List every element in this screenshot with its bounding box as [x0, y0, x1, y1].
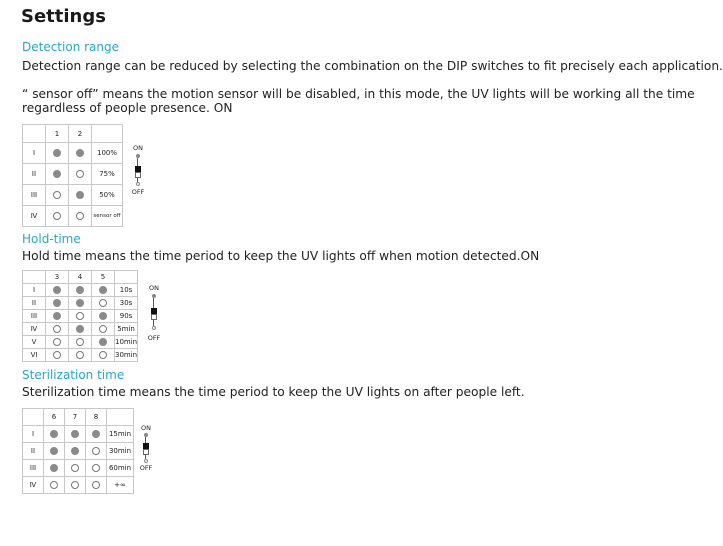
sterilization-dip-table: [22, 408, 134, 494]
table-row: [23, 297, 138, 310]
switch-on-dot-icon: [53, 170, 61, 178]
switch-state-cell: [69, 336, 92, 349]
switch-state-cell: [46, 143, 69, 164]
table-row: [23, 206, 123, 227]
row-label: I: [23, 143, 46, 164]
switch-number-header: 2: [69, 125, 92, 143]
switch-on-dot-icon: [99, 338, 107, 346]
detection-switch: [127, 144, 149, 196]
page-title: Settings: [21, 6, 106, 27]
switch-state-cell: [69, 349, 92, 362]
switch-on-dot-icon: [50, 464, 58, 472]
value-header-cell: [92, 125, 123, 143]
switch-state-cell: [86, 460, 107, 477]
switch-on-dot-icon: [99, 312, 107, 320]
switch-state-cell: [46, 284, 69, 297]
switch-on-dot-icon: [76, 149, 84, 157]
row-label: Ⅳ: [23, 206, 46, 227]
setting-value: 5min: [115, 323, 138, 336]
switch-number-header: 3: [46, 271, 69, 284]
row-label: II: [23, 443, 44, 460]
switch-number-header: 4: [69, 271, 92, 284]
switch-on-dot-icon: [53, 299, 61, 307]
row-label: III: [23, 185, 46, 206]
switch-on-dot-icon: [53, 149, 61, 157]
table-row: [23, 164, 123, 185]
switch-state-cell: [69, 284, 92, 297]
sterilization-heading: Sterilization time: [22, 368, 125, 382]
switch-off-dot-icon: [71, 464, 79, 472]
table-corner-cell: [23, 409, 44, 426]
switch-number-header: 7: [65, 409, 86, 426]
switch-state-cell: [44, 443, 65, 460]
switch-off-dot-icon: [92, 447, 100, 455]
switch-state-cell: [44, 426, 65, 443]
table-row: [23, 323, 138, 336]
switch-off-dot-icon: [76, 212, 84, 220]
row-label: II: [23, 297, 46, 310]
switch-state-cell: [65, 477, 86, 494]
setting-value: 30min: [115, 349, 138, 362]
switch-on-dot-icon: [53, 312, 61, 320]
switch-state-cell: [92, 349, 115, 362]
setting-value: 10min: [115, 336, 138, 349]
switch-state-cell: [92, 297, 115, 310]
hold-switch: [143, 284, 165, 342]
switch-off-dot-icon: [99, 299, 107, 307]
value-header-cell: [107, 409, 134, 426]
switch-number-header: 8: [86, 409, 107, 426]
switch-off-dot-icon: [76, 351, 84, 359]
row-label: Ⅳ: [23, 477, 44, 494]
table-row: [23, 284, 138, 297]
dip-switch-icon: [135, 432, 157, 464]
switch-off-dot-icon: [92, 481, 100, 489]
switch-state-cell: [46, 185, 69, 206]
row-label: III: [23, 310, 46, 323]
row-label: III: [23, 460, 44, 477]
switch-off-dot-icon: [76, 170, 84, 178]
setting-value: 100%: [92, 143, 123, 164]
switch-state-cell: [65, 426, 86, 443]
switch-on-dot-icon: [76, 299, 84, 307]
switch-state-cell: [69, 143, 92, 164]
hold-dip-table: [22, 270, 138, 362]
switch-off-label: OFF: [131, 188, 145, 196]
switch-off-label: OFF: [147, 334, 161, 342]
switch-state-cell: [86, 426, 107, 443]
switch-off-label: OFF: [139, 464, 153, 472]
setting-value: 50%: [92, 185, 123, 206]
setting-value: 15min: [107, 426, 134, 443]
sterilization-desc: Sterilization time means the time period to keep the UV lights on after people left.: [22, 385, 525, 399]
row-label: II: [23, 164, 46, 185]
switch-state-cell: [65, 443, 86, 460]
detection-desc-2: “ sensor off” means the motion sensor will be disabled, in this mode, the UV lights will be working all the time: [22, 87, 695, 101]
switch-state-cell: [86, 443, 107, 460]
switch-state-cell: [92, 323, 115, 336]
switch-on-dot-icon: [53, 286, 61, 294]
switch-on-label: ON: [133, 144, 143, 152]
switch-state-cell: [46, 164, 69, 185]
switch-on-dot-icon: [76, 191, 84, 199]
switch-state-cell: [65, 460, 86, 477]
switch-off-dot-icon: [53, 212, 61, 220]
switch-on-dot-icon: [99, 286, 107, 294]
switch-state-cell: [44, 460, 65, 477]
table-row: [23, 426, 134, 443]
setting-value: sensor off: [92, 206, 123, 227]
switch-on-dot-icon: [71, 447, 79, 455]
setting-value: 75%: [92, 164, 123, 185]
table-row: [23, 336, 138, 349]
switch-off-dot-icon: [76, 338, 84, 346]
switch-state-cell: [69, 297, 92, 310]
detection-dip-table: [22, 124, 123, 227]
switch-off-dot-icon: [53, 325, 61, 333]
switch-off-dot-icon: [50, 481, 58, 489]
setting-value: 30s: [115, 297, 138, 310]
hold-desc: Hold time means the time period to keep the UV lights off when motion detected.ON: [22, 249, 540, 263]
row-label: I: [23, 426, 44, 443]
switch-state-cell: [46, 323, 69, 336]
row-label: V: [23, 336, 46, 349]
table-row: [23, 477, 134, 494]
table-row: [23, 185, 123, 206]
detection-desc-1: Detection range can be reduced by selecting the combination on the DIP switches to fit precisely each application.: [22, 59, 723, 73]
switch-state-cell: [69, 323, 92, 336]
switch-state-cell: [86, 477, 107, 494]
row-label: Ⅳ: [23, 323, 46, 336]
table-header-row: [23, 125, 123, 143]
setting-value: 60min: [107, 460, 134, 477]
switch-off-dot-icon: [71, 481, 79, 489]
dip-switch-icon: [127, 152, 149, 188]
switch-off-dot-icon: [76, 312, 84, 320]
switch-on-dot-icon: [50, 430, 58, 438]
setting-value: 30min: [107, 443, 134, 460]
table-row: [23, 310, 138, 323]
switch-state-cell: [69, 206, 92, 227]
switch-on-dot-icon: [50, 447, 58, 455]
table-row: [23, 143, 123, 164]
detection-desc-3: regardless of people presence. ON: [22, 101, 233, 115]
switch-number-header: 5: [92, 271, 115, 284]
switch-on-dot-icon: [76, 286, 84, 294]
switch-state-cell: [92, 284, 115, 297]
table-header-row: [23, 271, 138, 284]
switch-state-cell: [44, 477, 65, 494]
switch-on-dot-icon: [76, 325, 84, 333]
switch-number-header: 6: [44, 409, 65, 426]
hold-heading: Hold-time: [22, 232, 81, 246]
setting-value: 90s: [115, 310, 138, 323]
switch-number-header: 1: [46, 125, 69, 143]
switch-state-cell: [46, 336, 69, 349]
switch-state-cell: [46, 310, 69, 323]
sterilization-switch: [135, 424, 157, 472]
row-label: I: [23, 284, 46, 297]
switch-off-dot-icon: [53, 351, 61, 359]
dip-switch-icon: [143, 292, 165, 334]
switch-state-cell: [92, 310, 115, 323]
switch-off-dot-icon: [99, 325, 107, 333]
value-header-cell: [115, 271, 138, 284]
setting-value: +∞: [107, 477, 134, 494]
switch-on-dot-icon: [71, 430, 79, 438]
switch-state-cell: [69, 185, 92, 206]
table-row: [23, 460, 134, 477]
switch-state-cell: [46, 297, 69, 310]
switch-state-cell: [69, 310, 92, 323]
switch-state-cell: [46, 349, 69, 362]
detection-heading: Detection range: [22, 40, 120, 54]
switch-on-dot-icon: [92, 430, 100, 438]
switch-off-dot-icon: [53, 191, 61, 199]
table-header-row: [23, 409, 134, 426]
switch-off-dot-icon: [92, 464, 100, 472]
table-row: [23, 349, 138, 362]
switch-off-dot-icon: [99, 351, 107, 359]
table-corner-cell: [23, 271, 46, 284]
switch-state-cell: [69, 164, 92, 185]
table-row: [23, 443, 134, 460]
switch-on-label: ON: [141, 424, 151, 432]
table-corner-cell: [23, 125, 46, 143]
switch-state-cell: [92, 336, 115, 349]
setting-value: 10s: [115, 284, 138, 297]
switch-state-cell: [46, 206, 69, 227]
switch-off-dot-icon: [53, 338, 61, 346]
row-label: VI: [23, 349, 46, 362]
switch-on-label: ON: [149, 284, 159, 292]
